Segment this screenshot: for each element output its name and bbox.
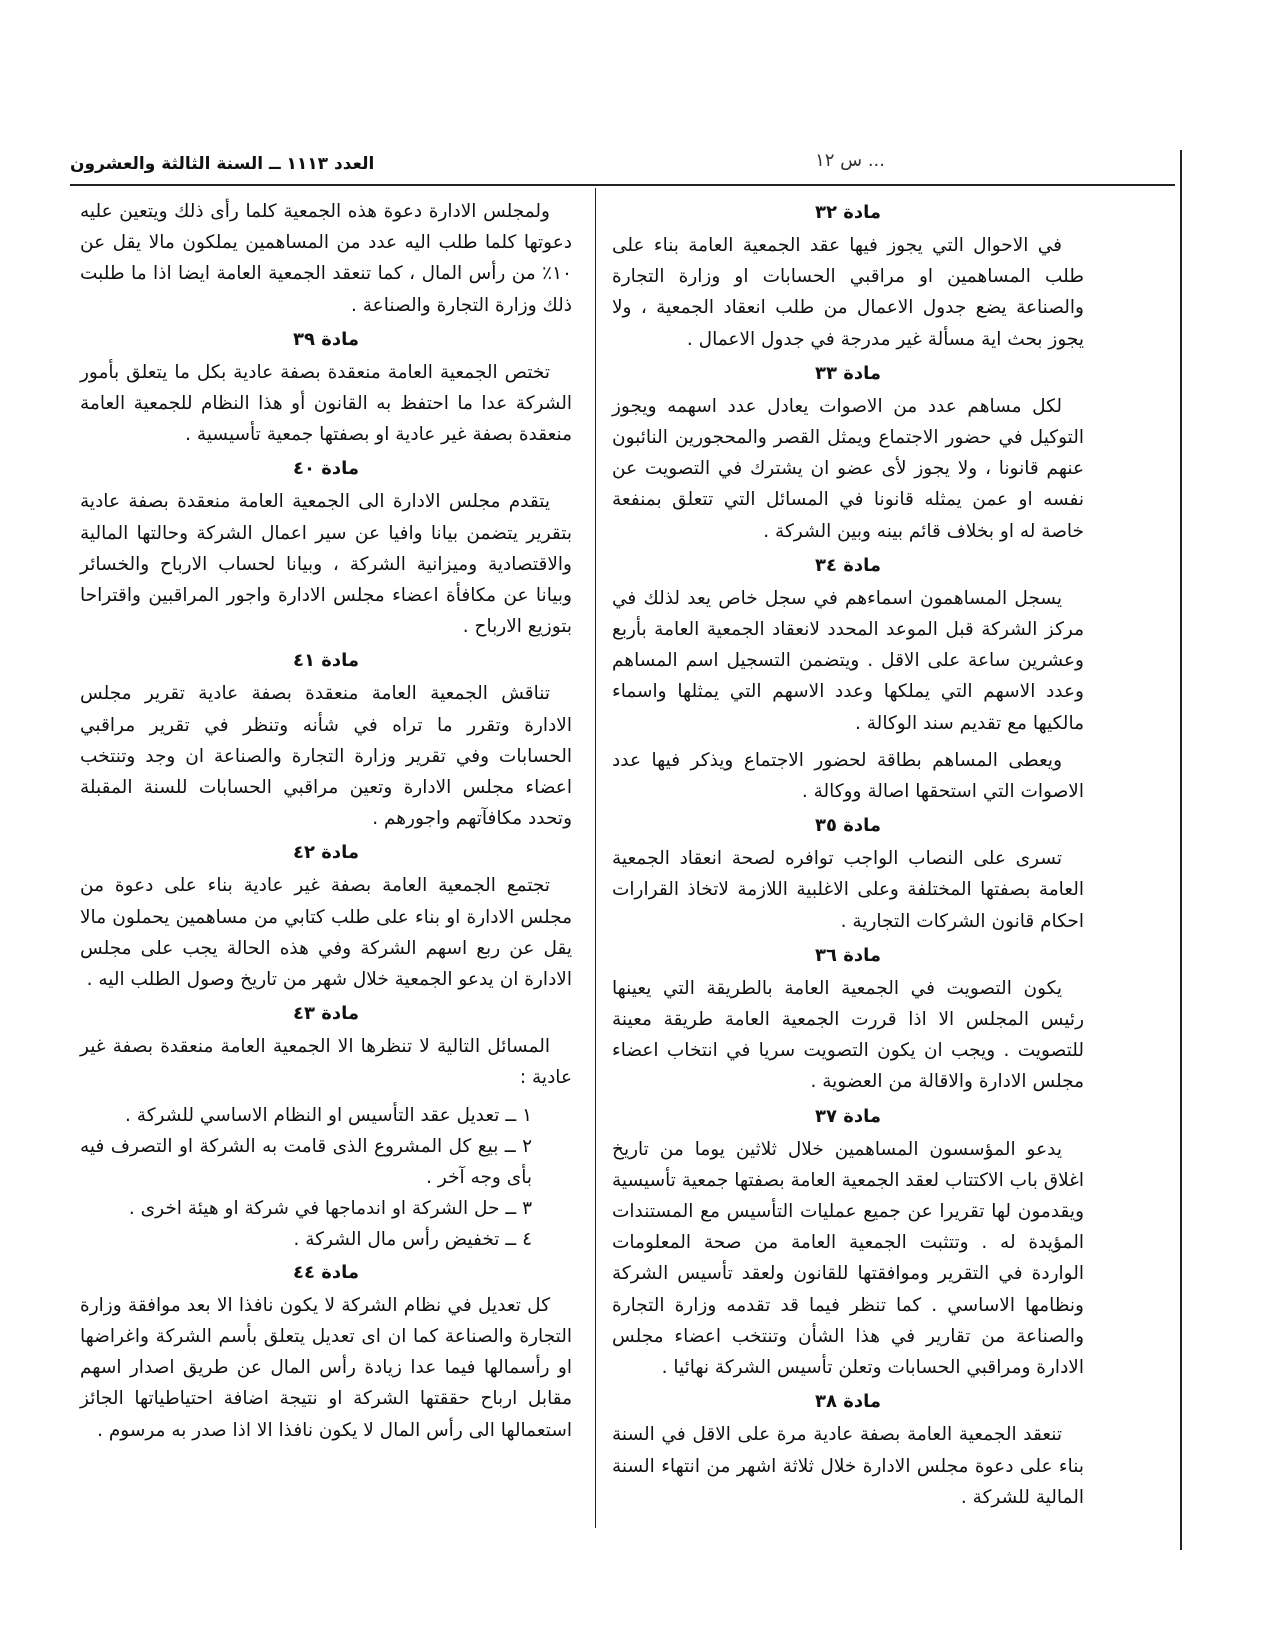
article-paragraph: في الاحوال التي يجوز فيها عقد الجمعية العامة بناء على طلب المساهمين او مراقبي الحسابات او وزارة التجارة والصناعة يضع جدول الاعمال من طلب انعقاد الجمعية ، ولا يجوز بحث اية مسألة غير مدرجة في جدول الاعمال . [612, 235, 1084, 350]
article-list-item: ١ ــ تعديل عقد التأسيس او النظام الاساسي للشركة . [125, 1104, 532, 1126]
issue-line: العدد ١١١٣ ــ السنة الثالثة والعشرون [70, 154, 375, 174]
article-paragraph: يدعو المؤسسون المساهمين خلال ثلاثين يوما من تاريخ اغلاق باب الاكتتاب لعقد الجمعية العامة بصفتها جمعية تأسيسية ويقدمون لها تقريرا عن جميع عمليات التأسيس مع المستندات المؤيدة له . وتتثبت الجمعية العامة من صحة المعلومات الواردة في التقرير وموافقتها للقانون ولعقد تأسيس الشركة ونظامها الاساسي . كما تنظر فيما قد تقدمه وزارة التجارة والصناعة من تقارير في هذا الشأن وتنتخب اعضاء مجلس الادارة ومراقبي الحسابات وتعلن تأسيس الشركة نهائيا . [612, 1138, 1084, 1379]
article-paragraph: تسرى على النصاب الواجب توافره لصحة انعقاد الجمعية العامة بصفتها المختلفة وعلى الاغلبية اللازمة لاتخاذ القرارات احكام قانون الشركات التجارية . [612, 848, 1084, 932]
article-heading: مادة ٤٠ [292, 458, 360, 480]
article-section [80, 840, 572, 995]
article-section [612, 943, 1084, 1098]
article-paragraph: كل تعديل في نظام الشركة لا يكون نافذا الا بعد موافقة وزارة التجارة والصناعة كما ان اى تعديل يتعلق بأسم الشركة واغراضها او رأسمالها فيما عدا زيادة رأس المال عن طريق اصدار اسهم مقابل ارباح حققتها الشركة او نتيجة اضافة احتياطياتها الجائز استعمالها الى رأس المال لا يكون نافذا الا اذا صدر به مرسوم . [80, 1294, 572, 1441]
article-section [612, 553, 1084, 807]
article-section [80, 456, 572, 642]
article-heading: مادة ٤٢ [292, 842, 360, 864]
article-heading: مادة ٣٥ [814, 815, 882, 837]
article-list-item: ٤ ــ تخفيض رأس مال الشركة . [293, 1229, 532, 1251]
article-heading: مادة ٣٧ [814, 1105, 882, 1127]
article-heading: مادة ٣٣ [814, 362, 882, 384]
left-column [80, 196, 572, 1536]
article-heading: مادة ٤١ [292, 650, 360, 672]
article-heading: مادة ٣٩ [292, 328, 360, 350]
article-paragraph: تنعقد الجمعية العامة بصفة عادية مرة على الاقل في السنة بناء على دعوة مجلس الادارة خلال ثلاثة اشهر من انتهاء السنة المالية للشركة . [612, 1424, 1084, 1508]
page-right-border [1180, 150, 1182, 1550]
article-section [612, 200, 1084, 355]
article-paragraph: تناقش الجمعية العامة منعقدة بصفة عادية تقرير مجلس الادارة وتقرر ما تراه في شأنه وتنظر في تقرير مراقبي الحسابات وفي تقرير وزارة التجارة والصناعة ان وجد وتنتخب اعضاء مجلس الادارة وتعين مراقبي الحسابات للسنة المقبلة وتحدد مكافآتهم واجورهم . [80, 683, 572, 830]
right-column [612, 196, 1084, 1536]
article-paragraph: يتقدم مجلس الادارة الى الجمعية العامة منعقدة بصفة عادية بتقرير يتضمن بيانا وافيا عن سير اعمال الشركة وحالتها المالية والاقتصادية وميزانية الشركة ، وبيانا لحساب الارباح والخسائر وبيانا عن مكافأة اعضاء مجلس الادارة واجور المراقبين واقتراحا بتوزيع الارباح . [80, 491, 572, 638]
article-section [612, 1104, 1084, 1384]
page-header [70, 148, 1175, 186]
article-paragraph: ولمجلس الادارة دعوة هذه الجمعية كلما رأى ذلك ويتعين عليه دعوتها كلما طلب اليه عدد من المساهمين يملكون مالا يقل عن ١٠٪ من رأس المال ، كما تنعقد الجمعية العامة ايضا اذا ما طلبت ذلك وزارة التجارة والصناعة . [80, 201, 572, 316]
article-section [612, 813, 1084, 937]
article-heading: مادة ٤٣ [292, 1003, 360, 1025]
header-faint-text: ... س ١٢ [815, 150, 885, 171]
article-list-item: ٣ ــ حل الشركة او اندماجها في شركة او هيئة اخرى . [128, 1198, 532, 1220]
article-heading: مادة ٣٦ [814, 944, 882, 966]
article-section [80, 327, 572, 451]
article-paragraph: ويعطى المساهم بطاقة لحضور الاجتماع ويذكر فيها عدد الاصوات التي استحقها اصالة ووكالة . [612, 749, 1084, 803]
article-paragraph: يكون التصويت في الجمعية العامة بالطريقة التي يعينها رئيس المجلس الا اذا قررت الجمعية العامة طريقة معينة للتصويت . ويجب ان يكون التصويت سريا في انتخاب اعضاء مجلس الادارة والاقالة من العضوية . [612, 977, 1084, 1093]
article-heading: مادة ٣٨ [814, 1391, 882, 1413]
article-heading: مادة ٣٢ [814, 202, 882, 223]
article-section [80, 196, 572, 321]
article-section [80, 1260, 572, 1446]
column-divider [595, 188, 596, 1528]
article-paragraph: يسجل المساهمون اسماءهم في سجل خاص يعد لذلك في مركز الشركة قبل الموعد المحدد لانعقاد الجمعية العامة بأربع وعشرين ساعة على الاقل . ويتضمن التسجيل اسم المساهم وعدد الاسهم التي يملكها وعدد الاسهم التي يمثلها واسماء مالكيها مع تقديم سند الوكالة . [612, 587, 1084, 734]
article-heading: مادة ٣٤ [814, 554, 882, 576]
article-section [80, 1001, 572, 1255]
article-section [80, 648, 572, 834]
article-paragraph: تجتمع الجمعية العامة بصفة غير عادية بناء على دعوة من مجلس الادارة او بناء على طلب كتابي من مساهمين يحملون مالا يقل عن ربع اسهم الشركة وفي هذه الحالة يجب على مجلس الادارة ان يدعو الجمعية خلال شهر من تاريخ وصول الطلب اليه . [80, 875, 572, 991]
article-paragraph: لكل مساهم عدد من الاصوات يعادل عدد اسهمه ويجوز التوكيل في حضور الاجتماع ويمثل القصر والمحجورين النائبون عنهم قانونا ، ولا يجوز لأى عضو ان يشترك في التصويت عن نفسه او عمن يمثله قانونا في المسائل التي تتعلق بمنفعة خاصة له او بخلاف قائم بينه وبين الشركة . [612, 395, 1084, 542]
article-list-item: ٢ ــ بيع كل المشروع الذى قامت به الشركة او التصرف فيه بأى وجه آخر . [80, 1135, 532, 1189]
article-heading: مادة ٤٤ [292, 1261, 360, 1283]
article-paragraph: تختص الجمعية العامة منعقدة بصفة عادية بكل ما يتعلق بأمور الشركة عدا ما احتفظ به القانون أو هذا النظام للجمعية العامة منعقدة بصفة غير عادية او بصفتها جمعية تأسيسية . [80, 361, 572, 446]
article-section [612, 1389, 1084, 1513]
article-paragraph: المسائل التالية لا تنظرها الا الجمعية العامة منعقدة بصفة غير عادية : [80, 1036, 572, 1089]
article-section [612, 361, 1084, 547]
